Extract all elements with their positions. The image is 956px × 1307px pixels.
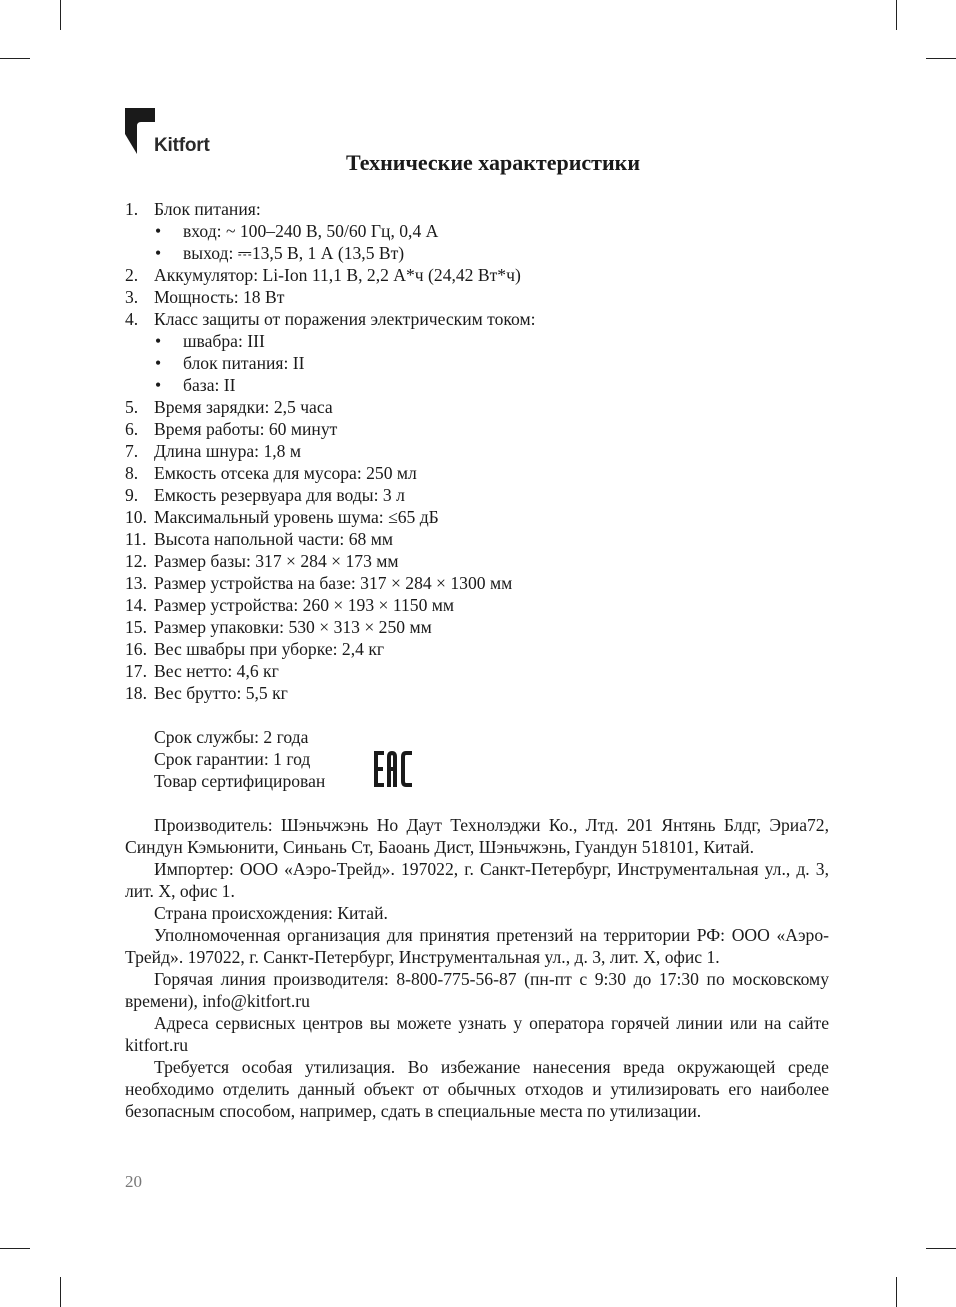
spec-text: Вес нетто: 4,6 кг [154,661,279,681]
legal-info [125,814,829,1122]
spec-subitem [125,330,835,352]
legal-paragraph: Импортер: ООО «Аэро-Трейд». 197022, г. Санкт-Петербург, Инструментальная ул., д. 3, лит. Х, офис 1. [125,859,829,901]
bullet-icon: • [155,353,162,373]
spec-text: Блок питания: [154,199,261,219]
bullet-icon: • [155,243,162,263]
spec-number: 7. [125,441,139,461]
spec-item [125,682,835,704]
spec-number: 17. [125,661,147,681]
spec-item [125,396,835,418]
spec-subitem-text: вход: ~ 100–240 В, 50/60 Гц, 0,4 А [183,221,439,241]
eac-certification-icon [372,749,414,789]
spec-item [125,198,835,220]
spec-number: 4. [125,309,139,329]
crop-mark [0,58,30,59]
legal-paragraph: Уполномоченная организация для принятия претензий на территории РФ: ООО «Аэро-Трейд». 197022, г. Санкт-Петербург, Инструментальная ул., д. 3, лит. Х, офис 1. [125,925,829,967]
spec-number: 14. [125,595,147,615]
crop-mark [60,1277,61,1307]
page-number: 20 [125,1172,142,1191]
spec-item [125,418,835,440]
spec-number: 11. [125,529,147,549]
spec-item [125,660,835,682]
certified-text: Товар сертифицирован [154,771,326,791]
spec-number: 10. [125,507,147,527]
legal-paragraph: Страна происхождения: Китай. [154,903,388,923]
spec-subitem [125,352,835,374]
spec-text: Размер базы: 317 × 284 × 173 мм [154,551,399,571]
spec-item [125,462,835,484]
crop-mark [926,1248,956,1249]
bullet-icon: • [155,221,162,241]
page-title: Технические характеристики [345,150,641,175]
spec-text: Емкость отсека для мусора: 250 мл [154,463,417,483]
spec-subitem-text: блок питания: II [183,353,305,373]
spec-item [125,638,835,660]
spec-subitem [125,242,835,264]
spec-number: 15. [125,617,147,637]
spec-text: Вес брутто: 5,5 кг [154,683,288,703]
spec-item [125,286,835,308]
spec-item [125,484,835,506]
crop-mark [60,0,61,30]
spec-subitem-text: швабра: III [183,331,265,351]
warranty-term: Срок гарантии: 1 год [154,749,311,769]
brand-name: Kitfort [154,135,210,156]
spec-item [125,506,835,528]
spec-number: 9. [125,485,139,505]
spec-list [125,198,835,704]
service-info [154,726,325,792]
legal-paragraph: Адреса сервисных центров вы можете узнать у оператора горячей линии или на сайте kitfort.ru [125,1013,829,1055]
spec-item [125,528,835,550]
spec-subitem [125,374,835,396]
spec-number: 2. [125,265,139,285]
crop-mark [896,1277,897,1307]
spec-item [125,264,835,286]
service-lifetime: Срок службы: 2 года [154,727,309,747]
spec-text: Время работы: 60 минут [154,419,338,439]
legal-paragraph: Требуется особая утилизация. Во избежание нанесения вреда окружающей среде необходимо отделить данный объект от обычных отходов и утилизировать его наиболее безопасным способом, например, сдать в специальные места по утилизации. [125,1057,829,1121]
spec-text: Максимальный уровень шума: ≤65 дБ [154,507,439,527]
spec-text: Аккумулятор: Li-Ion 11,1 В, 2,2 А*ч (24,42 Вт*ч) [154,265,521,285]
spec-text: Класс защиты от поражения электрическим током: [154,309,536,329]
spec-number: 16. [125,639,147,659]
spec-number: 1. [125,199,139,219]
bullet-icon: • [155,331,162,351]
spec-number: 13. [125,573,147,593]
spec-item [125,550,835,572]
legal-paragraph: Горячая линия производителя: 8-800-775-56-87 (пн-пт с 9:30 до 17:30 по московскому времени), info@kitfort.ru [125,969,829,1011]
spec-number: 12. [125,551,147,571]
spec-text: Время зарядки: 2,5 часа [154,397,333,417]
crop-mark [0,1248,30,1249]
bullet-icon: • [155,375,162,395]
spec-item [125,308,835,330]
spec-number: 18. [125,683,147,703]
crop-mark [926,58,956,59]
spec-number: 8. [125,463,139,483]
spec-text: Размер устройства на базе: 317 × 284 × 1300 мм [154,573,513,593]
spec-item [125,440,835,462]
spec-text: Емкость резервуара для воды: 3 л [154,485,405,505]
crop-mark [896,0,897,30]
spec-subitem [125,220,835,242]
kitfort-logo-icon [125,108,155,156]
spec-text: Длина шнура: 1,8 м [154,441,301,461]
spec-number: 6. [125,419,139,439]
spec-text: Высота напольной части: 68 мм [154,529,393,549]
spec-text: Мощность: 18 Вт [154,287,285,307]
spec-text: Вес швабры при уборке: 2,4 кг [154,639,385,659]
spec-number: 5. [125,397,139,417]
spec-number: 3. [125,287,139,307]
legal-paragraph: Производитель: Шэньчжэнь Но Даут Технолэджи Ко., Лтд. 201 Янтянь Блдг, Эриа72, Синдун Кэмьюнити, Синьань Ст, Баоань Дист, Шэньчжэнь, Гуандун 518101, Китай. [125,815,829,857]
spec-text: Размер упаковки: 530 × 313 × 250 мм [154,617,432,637]
spec-item [125,616,835,638]
spec-subitem-text: выход: ⎓13,5 В, 1 А (13,5 Вт) [183,243,405,263]
spec-item [125,594,835,616]
spec-item [125,572,835,594]
spec-subitem-text: база: II [183,375,236,395]
spec-text: Размер устройства: 260 × 193 × 1150 мм [154,595,455,615]
